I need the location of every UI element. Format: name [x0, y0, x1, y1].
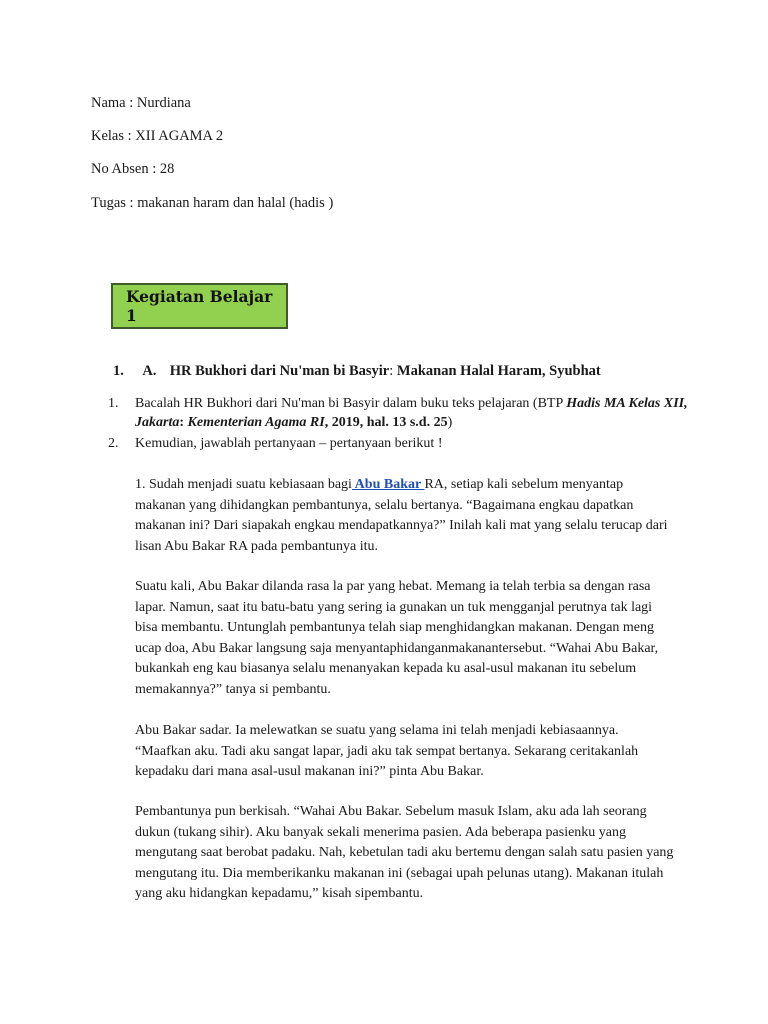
instruction-item: Bacalah HR Bukhori dari Nu'man bi Basyir dalam buku teks pelajaran (BTP Hadis MA Kelas XII, Jakarta: Kementerian Agama RI, 2019, hal. 13 s.d. 25) [135, 396, 688, 430]
student-number: No Absen : 28 [91, 161, 175, 177]
section-title: HR Bukhori dari Nu'man bi Basyir [169, 363, 390, 379]
story-paragraph: Pembantunya pun berkisah. “Wahai Abu Bakar. Sebelum masuk Islam, aku ada lah seorang dukun (tukang sihir). Aku banyak sekali menerima pasien. Ada beberapa pasienku yang mengutang saat berobat padaku. Nah, kebetulan tadi aku bertemu dengan salah satu pasien yang mengutang itu. Dia memberikanku makanan ini (sebagai upah pelunas utang). Makanan itulah yang aku hidangkan kepadamu,” kisah sipembantu. [135, 804, 674, 902]
instruction-item: Kemudian, jawablah pertanyaan – pertanyaan berikut ! [135, 436, 443, 451]
activity-box-label: Kegiatan Belajar 1 [126, 287, 273, 325]
abu-bakar-link[interactable]: Abu Bakar [351, 477, 425, 492]
section-number: 1. [113, 363, 124, 379]
section-heading [113, 363, 601, 380]
section-title-rest: Makanan Halal Haram, Syubhat [393, 363, 601, 379]
instruction-number: 1. [108, 396, 119, 411]
activity-box [111, 283, 288, 329]
story-paragraph: Suatu kali, Abu Bakar dilanda rasa la par yang hebat. Memang ia telah terbia sa dengan rasa lapar. Namun, saat itu batu-batu yang sering ia gunakan un tuk mengganjal perutnya tak lagi bisa membantu. Untunglah pembantunya telah siap menghidangkan makanan. Dengan meng ucap doa, Abu Bakar langsung saja menyantaphidanganmakanantersebut. “Wahai Abu Bakar, bukankah eng kau biasanya selalu menanyakan kepada ku asal-usul makanan itu sebelum memakannya?” tanya si pembantu. [135, 579, 659, 697]
story-paragraph: Abu Bakar sadar. Ia melewatkan se suatu yang selama ini telah menjadi kebiasaannya. “Maafkan aku. Tadi aku sangat lapar, jadi aku tak sempat bertanya. Sekarang ceritakanlah kepadaku dari mana asal-usul makanan ini?” pinta Abu Bakar. [135, 723, 639, 780]
story-paragraph: 1. Sudah menjadi suatu kebiasaan bagi Abu Bakar RA, setiap kali sebelum menyantap makanan yang dihidangkan pembantunya, selalu bertanya. “Bagaimana engkau dapatkan makanan ini? Dari siapakah engkau mendapatkannya?” Inilah kali mat yang selalu terucap dari lisan Abu Bakar RA pada pembantunya itu. [135, 477, 668, 554]
assignment-title: Tugas : makanan haram dan halal (hadis ) [91, 195, 334, 211]
student-class: Kelas : XII AGAMA 2 [91, 128, 224, 144]
instruction-number: 2. [108, 436, 119, 451]
section-separator: : [389, 363, 394, 379]
student-name: Nama : Nurdiana [91, 95, 191, 111]
section-letter: A. [142, 363, 157, 379]
